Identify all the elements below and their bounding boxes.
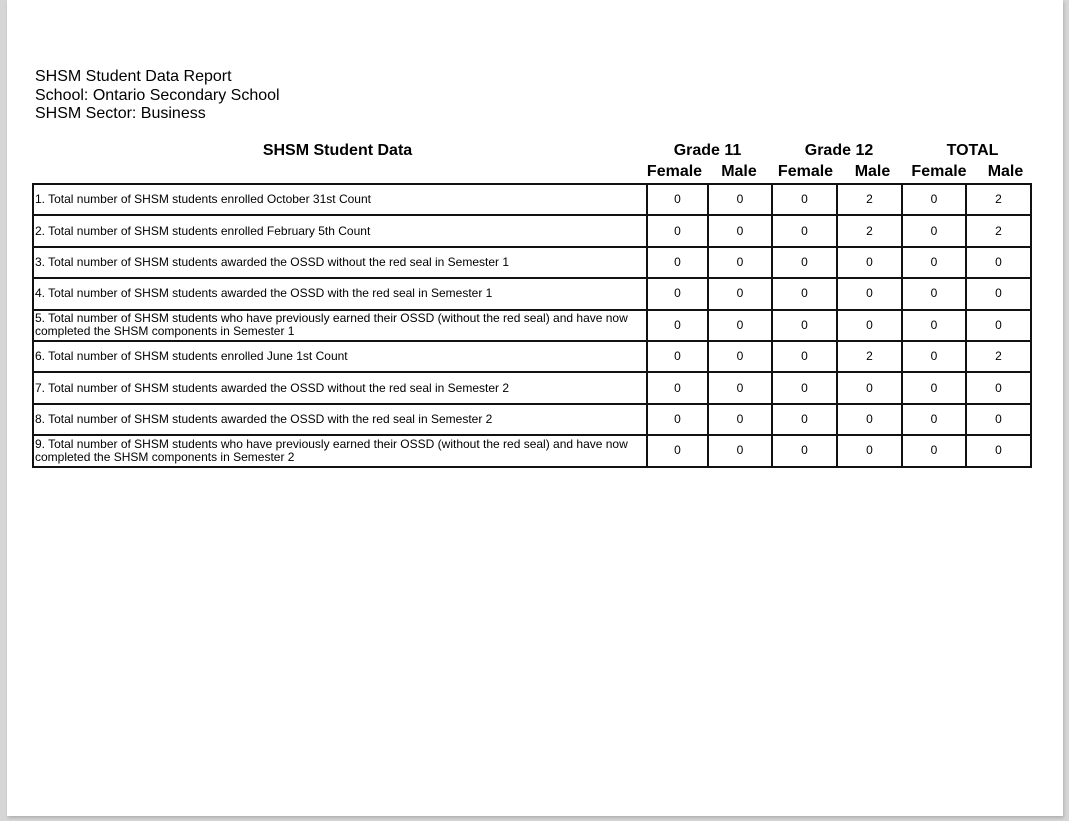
cell-grade-11-male: 0 (708, 435, 772, 466)
row-label: 7. Total number of SHSM students awarded the OSSD without the red seal in Semester 2 (33, 372, 647, 403)
cell-total-female: 0 (902, 404, 966, 435)
cell-grade-12-female: 0 (772, 341, 837, 372)
row-label: 1. Total number of SHSM students enrolled October 31st Count (33, 184, 647, 215)
cell-total-female: 0 (902, 372, 966, 403)
cell-total-male: 0 (966, 404, 1031, 435)
table-row (33, 372, 1031, 403)
cell-total-female: 0 (902, 215, 966, 246)
cell-grade-12-female: 0 (772, 247, 837, 278)
table-row (33, 404, 1031, 435)
row-label: 9. Total number of SHSM students who have previously earned their OSSD (without the red seal) and have now completed the SHSM components in Semester 2 (33, 435, 647, 466)
cell-grade-11-female: 0 (647, 184, 708, 215)
shsm-sector: SHSM Sector: Business (35, 105, 206, 122)
subheader-grade-11-male: Male (721, 163, 757, 180)
table-row (33, 310, 1031, 341)
table-title: SHSM Student Data (262, 142, 413, 159)
document-page (7, 0, 1063, 816)
cell-grade-12-female: 0 (772, 184, 837, 215)
cell-grade-12-female: 0 (772, 215, 837, 246)
cell-total-male: 0 (966, 278, 1031, 309)
subheader-grade-12-female: Female (777, 163, 834, 180)
subheader-grade-11-female: Female (646, 163, 703, 180)
cell-total-female: 0 (902, 435, 966, 466)
row-label: 8. Total number of SHSM students awarded the OSSD with the red seal in Semester 2 (33, 404, 647, 435)
subheader-total-male: Male (987, 163, 1024, 180)
school-name: School: Ontario Secondary School (35, 86, 280, 104)
subheader-total-female: Female (911, 163, 967, 180)
cell-total-female: 0 (902, 247, 966, 278)
cell-grade-11-female: 0 (647, 215, 708, 246)
table-row (33, 247, 1031, 278)
cell-grade-11-male: 0 (708, 215, 772, 246)
table-row (33, 341, 1031, 372)
cell-grade-11-male: 0 (708, 310, 772, 341)
cell-grade-12-male: 0 (837, 310, 902, 341)
cell-total-male: 0 (966, 310, 1031, 341)
cell-grade-12-male: 0 (837, 404, 902, 435)
cell-grade-12-female: 0 (772, 372, 837, 403)
cell-total-male: 0 (966, 372, 1031, 403)
student-data-table (32, 183, 1032, 468)
cell-total-male: 2 (966, 184, 1031, 215)
cell-grade-11-male: 0 (708, 278, 772, 309)
cell-grade-11-male: 0 (708, 247, 772, 278)
cell-grade-11-female: 0 (647, 310, 708, 341)
cell-grade-12-female: 0 (772, 435, 837, 466)
cell-grade-12-female: 0 (772, 278, 837, 309)
cell-total-male: 2 (966, 215, 1031, 246)
cell-total-female: 0 (902, 310, 966, 341)
cell-grade-11-female: 0 (647, 278, 708, 309)
cell-grade-12-male: 2 (837, 184, 902, 215)
group-header-grade-11: Grade 11 (673, 142, 742, 159)
cell-grade-11-female: 0 (647, 372, 708, 403)
cell-grade-11-male: 0 (708, 372, 772, 403)
report-title: SHSM Student Data Report (35, 68, 232, 85)
cell-grade-12-male: 2 (837, 341, 902, 372)
cell-grade-11-female: 0 (647, 435, 708, 466)
row-label: 6. Total number of SHSM students enrolled June 1st Count (33, 341, 647, 372)
row-label: 4. Total number of SHSM students awarded the OSSD with the red seal in Semester 1 (33, 278, 647, 309)
table-row (33, 184, 1031, 215)
report-header (35, 68, 280, 124)
row-label: 2. Total number of SHSM students enrolled February 5th Count (33, 215, 647, 246)
cell-grade-11-female: 0 (647, 247, 708, 278)
table-row (33, 278, 1031, 309)
cell-grade-12-female: 0 (772, 310, 837, 341)
cell-grade-11-female: 0 (647, 341, 708, 372)
cell-total-male: 0 (966, 247, 1031, 278)
group-header-total: TOTAL (946, 142, 999, 159)
cell-grade-11-male: 0 (708, 341, 772, 372)
cell-total-male: 2 (966, 341, 1031, 372)
cell-total-female: 0 (902, 341, 966, 372)
subheader-grade-12-male: Male (854, 163, 891, 180)
cell-grade-12-male: 0 (837, 435, 902, 466)
cell-grade-11-female: 0 (647, 404, 708, 435)
table-row (33, 435, 1031, 466)
row-label: 3. Total number of SHSM students awarded the OSSD without the red seal in Semester 1 (33, 247, 647, 278)
cell-total-female: 0 (902, 184, 966, 215)
cell-grade-12-female: 0 (772, 404, 837, 435)
cell-grade-11-male: 0 (708, 404, 772, 435)
cell-grade-11-male: 0 (708, 184, 772, 215)
cell-grade-12-male: 0 (837, 372, 902, 403)
cell-total-male: 0 (966, 435, 1031, 466)
cell-grade-12-male: 0 (837, 278, 902, 309)
row-label: 5. Total number of SHSM students who have previously earned their OSSD (without the red seal) and have now completed the SHSM components in Semester 1 (33, 310, 647, 341)
cell-grade-12-male: 2 (837, 215, 902, 246)
group-header-grade-12: Grade 12 (804, 142, 874, 159)
cell-total-female: 0 (902, 278, 966, 309)
cell-grade-12-male: 0 (837, 247, 902, 278)
table-row (33, 215, 1031, 246)
